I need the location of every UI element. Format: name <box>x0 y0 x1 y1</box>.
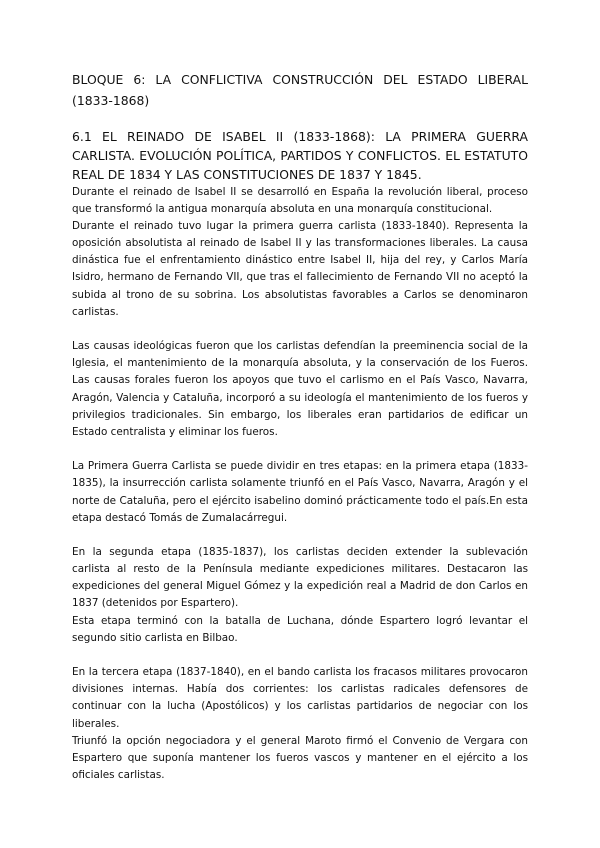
paragraph-5: En la segunda etapa (1835-1837), los carlistas deciden extender la sublevación carlista al resto de la Península mediante expediciones militares. Destacaron las expediciones del general Miguel Gómez y la expedición real a Madrid de don Carlos en 1837 (detenidos por Espartero). <box>72 546 528 610</box>
paragraph-2: Durante el reinado tuvo lugar la primera guerra carlista (1833-1840). Representa la oposición absolutista al reinado de Isabel II y las transformaciones liberales. La causa dinástica fue el enfrentamiento dinástico entre Isabel II, hija del rey, y Carlos María Isidro, hermano de Fernando VII, que tras el fallecimiento de Fernando VII no aceptó la subida al trono de su sobrina. Los absolutistas favorables a Carlos se denominaron carlistas. <box>72 220 528 318</box>
paragraph-8: Triunfó la opción negociadora y el general Maroto firmó el Convenio de Vergara con Espartero que suponía mantener los fueros vascos y mantener en el ejército a los oficiales carlistas. <box>72 734 528 781</box>
document-page <box>72 70 528 784</box>
paragraph-gap <box>72 647 528 665</box>
paragraph-1: Durante el reinado de Isabel II se desarrolló en España la revolución liberal, proceso que transformó la antigua monarquía absoluta en una monarquía constitucional. <box>72 186 528 216</box>
paragraph-gap <box>72 527 528 545</box>
paragraph-gap <box>72 321 528 339</box>
paragraph-6: Esta etapa terminó con la batalla de Luchana, dónde Espartero logró levantar el segundo sitio carlista en Bilbao. <box>72 614 528 644</box>
section-heading: 6.1 EL REINADO DE ISABEL II (1833-1868): LA PRIMERA GUERRA CARLISTA. EVOLUCIÓN POLÍTICA, PARTIDOS Y CONFLICTOS. EL ESTATUTO REAL DE 1834 Y LAS CONSTITUCIONES DE 1837 Y 1845. <box>72 129 528 182</box>
paragraph-gap <box>72 441 528 459</box>
document-title: BLOQUE 6: LA CONFLICTIVA CONSTRUCCIÓN DEL ESTADO LIBERAL (1833-1868) <box>72 72 528 108</box>
paragraph-4: La Primera Guerra Carlista se puede dividir en tres etapas: en la primera etapa (1833-1835), la insurrección carlista solamente triunfó en el País Vasco, Navarra, Aragón y el norte de Cataluña, pero el ejército isabelino dominó prácticamente todo el país.En esta etapa destacó Tomás de Zumalacárregui. <box>72 460 528 524</box>
paragraph-7: En la tercera etapa (1837-1840), en el bando carlista los fracasos militares provocaron divisiones internas. Había dos corrientes: los carlistas radicales defensores de continuar con la lucha (Apostólicos) y los carlistas partidarios de negociar con los liberales. <box>72 666 528 730</box>
paragraph-3: Las causas ideológicas fueron que los carlistas defendían la preeminencia social de la Iglesia, el mantenimiento de la monarquía absoluta, y la conservación de los Fueros. Las causas forales fueron los apoyos que tuvo el carlismo en el País Vasco, Navarra, Aragón, Valencia y Cataluña, incorporó a su ideología el mantenimiento de los fueros y privilegios tradicionales. Sin embargo, los liberales eran partidarios de edificar un Estado centralista y eliminar los fueros. <box>72 340 528 438</box>
